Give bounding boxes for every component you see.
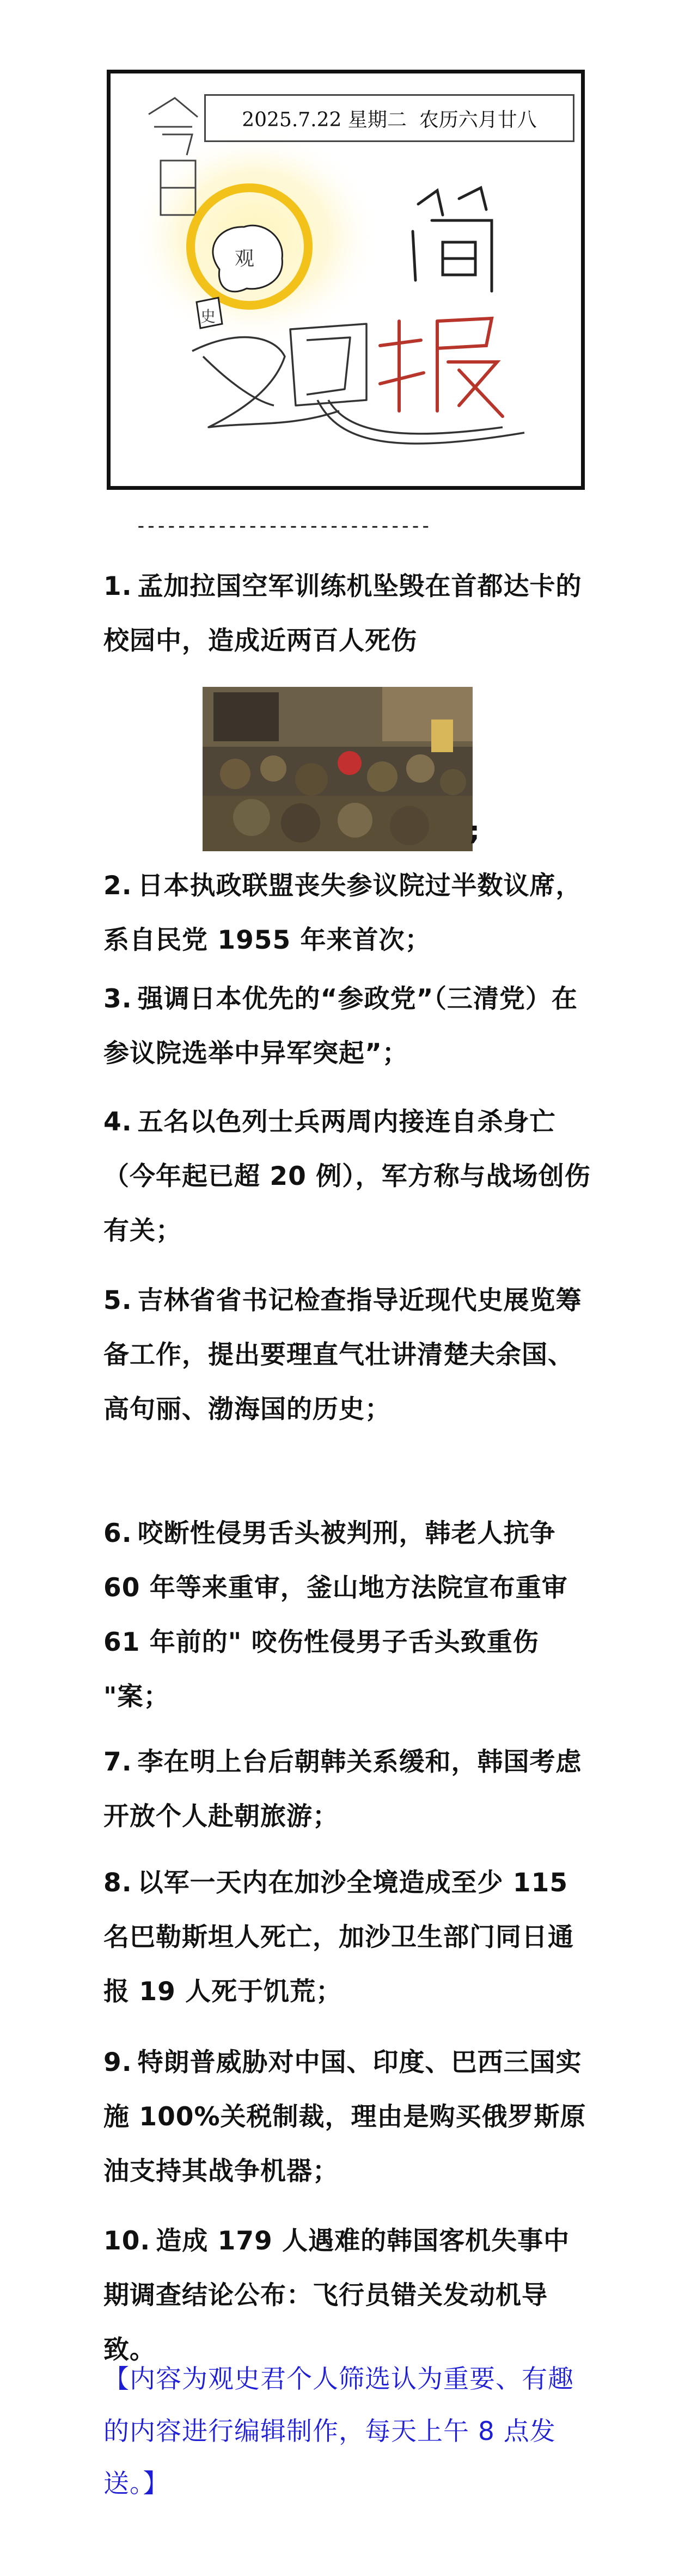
item-number: 4. <box>103 1107 132 1137</box>
svg-text:观: 观 <box>235 248 255 270</box>
item-number: 10. <box>103 2226 151 2256</box>
item-text: 李在明上台后朝韩关系缓和，韩国考虑开放个人赴朝旅游； <box>103 1747 582 1831</box>
item-number: 2. <box>103 871 132 901</box>
item-text: 咬断性侵男舌头被判刑，韩老人抗争 60 年等来重审，釜山地方法院宣布重审 61 年前的" 咬伤性侵男子舌头致重伤 "案； <box>103 1518 568 1712</box>
footer-note: 【内容为观史君个人筛选认为重要、有趣的内容进行编辑制作，每天上午 8 点发送。】 <box>103 2364 574 2499</box>
date-box <box>204 94 574 142</box>
item-text: 孟加拉国空军训练机坠毁在首都达卡的校园中，造成近两百人死伤 <box>103 571 582 656</box>
divider-line: ----------------------------- <box>135 515 430 537</box>
header-banner <box>107 70 585 490</box>
item-number: 3. <box>103 984 132 1014</box>
item-text: 五名以色列士兵两周内接连自杀身亡（今年起已超 20 例），军方称与战场创伤有关； <box>103 1107 591 1246</box>
news-item-10 <box>103 2214 594 2377</box>
news-item-9 <box>103 2036 594 2199</box>
news-item-6 <box>103 1507 594 1724</box>
item-number: 8. <box>103 1868 132 1898</box>
item-text: 强调日本优先的“参政党”（三清党）在参议院选举中异军突起”； <box>103 984 578 1068</box>
news-item-3 <box>103 972 594 1081</box>
news-photo <box>203 687 473 851</box>
item-number: 1. <box>103 571 132 601</box>
item-number: 9. <box>103 2048 132 2077</box>
news-item-1 <box>103 560 594 668</box>
item-text: 特朗普威胁对中国、印度、巴西三国实施 100%关税制裁，理由是购买俄罗斯原油支持其战争机器； <box>103 2048 586 2186</box>
news-item-5 <box>103 1274 594 1437</box>
news-item-7 <box>103 1735 594 1844</box>
item-text: 以军一天内在加沙全境造成至少 115 名巴勒斯坦人死亡，加沙卫生部门同日通报 19 人死于饥荒； <box>103 1868 574 2007</box>
item-text: 吉林省省书记检查指导近现代史展览筹备工作，提出要理直气壮讲清楚夫余国、高句丽、渤海国的历史； <box>103 1286 582 1424</box>
item-number: 7. <box>103 1747 132 1777</box>
date-text: 2025.7.22 星期二 农历六月廿八 <box>242 108 537 131</box>
bao-calligraphy <box>380 318 503 416</box>
svg-text:史: 史 <box>200 308 216 325</box>
item-number: 5. <box>103 1286 132 1315</box>
item-number: 6. <box>103 1518 132 1548</box>
news-item-2 <box>103 859 594 968</box>
item-text: 造成 179 人遇难的韩国客机失事中期调查结论公布：飞行员错关发动机导致。 <box>103 2226 570 2365</box>
item-text: 日本执政联盟丧失参议院过半数议席，系自民党 1955 年来首次； <box>103 871 582 955</box>
photo-trailing-semicolon: ; <box>469 816 480 846</box>
news-item-8 <box>103 1856 594 2019</box>
crowd-photo <box>203 687 473 851</box>
jian-calligraphy <box>413 188 492 291</box>
news-item-4 <box>103 1095 594 1258</box>
